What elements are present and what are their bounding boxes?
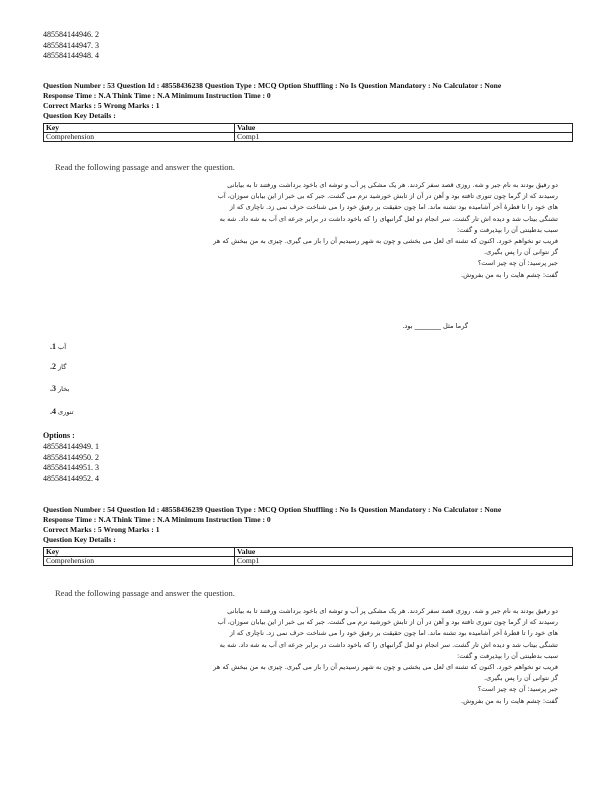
passage-line: های خود را تا قطرهٔ آخر آشامیده بود تشنه ماند. اما چون حقیقت بر رفیق خود را می شناخت حرف نمی زد. ناچاری که از bbox=[229, 629, 558, 638]
marks-line: Correct Marks : 5 Wrong Marks : 1 bbox=[43, 101, 160, 110]
question-meta-line: Question Number : 53 Question Id : 48558436238 Question Type : MCQ Option Shuffling : No Is Question Mandatory : No Calculator : None bbox=[43, 81, 502, 90]
choice-text: تنوری bbox=[58, 408, 74, 416]
key-cell: Comprehension bbox=[44, 133, 235, 142]
choice-text: بخار bbox=[58, 385, 70, 393]
value-header-cell: Value bbox=[235, 548, 573, 557]
passage-line: گز نتوانی آن را پس بگیری. bbox=[484, 248, 558, 257]
option-id-line: 485584144951. 3 bbox=[43, 463, 99, 472]
choice-text: آب bbox=[58, 343, 67, 351]
question-54-key-table bbox=[43, 547, 573, 566]
passage-line: دو رفیق بودند به نام جبر و شه. روزی قصد سفر کردند. هر یک مشکی پر آب و توشه ای باخود برداشت ورفتند تا به بیابانی bbox=[227, 181, 558, 189]
passage-line: گفت: چشم هایت را به من بفروش. bbox=[461, 696, 558, 705]
question-53-stem: گرما مثل ________ بود. bbox=[402, 322, 468, 330]
choice-1[interactable] bbox=[50, 342, 110, 351]
passage-line: دو رفیق بودند به نام جبر و شه. روزی قصد سفر کردند. هر یک مشکی پر آب و توشه ای باخود برداشت ورفتند تا به بیابانی bbox=[227, 607, 558, 615]
choice-text: گاز bbox=[58, 363, 67, 371]
key-header-cell: Key bbox=[44, 548, 235, 557]
passage-line: تشنگی بیتاب شد و دیده اش تار گشت. سر انجام دو لعل گرانبهای را که باخود داشت در برابر جرعه ای آب به شه داد. شه به bbox=[219, 214, 558, 223]
passage-line: سبب بدطینتی آن را بپذیرفت و گفت: bbox=[456, 651, 558, 660]
key-details-title: Question Key Details : bbox=[43, 535, 116, 544]
passage-line: های خود را تا قطرهٔ آخر آشامیده بود تشنه ماند. اما چون حقیقت بر رفیق خود را می شناخت حرف نمی زد. ناچاری که از bbox=[229, 203, 558, 212]
choice-2[interactable] bbox=[50, 362, 110, 371]
passage-line: سبب بدطینتی آن را بپذیرفت و گفت: bbox=[456, 225, 558, 234]
marks-line: Correct Marks : 5 Wrong Marks : 1 bbox=[43, 525, 160, 534]
choice-number: 3. bbox=[50, 384, 56, 393]
passage-line: گز نتوانی آن را پس بگیری. bbox=[484, 674, 558, 683]
choice-number: 2. bbox=[50, 362, 56, 371]
key-details-title: Question Key Details : bbox=[43, 111, 116, 120]
choice-number: 4. bbox=[50, 407, 56, 416]
question-meta-line: Question Number : 54 Question Id : 48558436239 Question Type : MCQ Option Shuffling : No Is Question Mandatory : No Calculator : None bbox=[43, 505, 502, 514]
value-cell: Comp1 bbox=[235, 133, 573, 142]
option-id-line: 485584144952. 4 bbox=[43, 473, 99, 483]
question-53-header bbox=[43, 81, 573, 121]
option-id-line: 485584144948. 4 bbox=[43, 51, 99, 60]
option-id-line: 485584144947. 3 bbox=[43, 40, 99, 50]
question-53-key-table bbox=[43, 123, 573, 142]
question-53-prompt: Read the following passage and answer the question. bbox=[55, 162, 235, 172]
options-title: Options : bbox=[43, 431, 75, 440]
option-id-line: 485584144949. 1 bbox=[43, 442, 99, 451]
question-54-passage bbox=[58, 606, 558, 707]
passage-line: گفت: چشم هایت را به من بفروش. bbox=[461, 270, 558, 279]
passage-line: رسیدند که از گرما چون تنوری تافته بود و آهن در آن از تابش خورشید نرم می گشت. جبر که بی خبر از این بیابان سوزان، آب bbox=[217, 618, 558, 627]
key-header-cell: Key bbox=[44, 124, 235, 133]
key-table-header-row bbox=[44, 548, 573, 557]
option-id-line: 485584144950. 2 bbox=[43, 452, 99, 462]
passage-line: فریب تو نخواهم خورد. اکنون که تشنه ای لعل می بخشی و چون به شهر رسیدیم آن را باز می گیری. چیزی به من ببخش که هر bbox=[213, 237, 558, 246]
response-time-line: Response Time : N.A Think Time : N.A Minimum Instruction Time : 0 bbox=[43, 91, 271, 100]
passage-line: فریب تو نخواهم خورد. اکنون که تشنه ای لعل می بخشی و چون به شهر رسیدیم آن را باز می گیری. چیزی به من ببخش که هر bbox=[213, 663, 558, 672]
option-id-line: 485584144946. 2 bbox=[43, 30, 99, 39]
question-54-prompt: Read the following passage and answer the question. bbox=[55, 588, 235, 598]
key-table-header-row bbox=[44, 124, 573, 133]
choice-number: 1. bbox=[50, 342, 56, 351]
passage-line: جبر پرسید: آن چه چیز است؟ bbox=[477, 259, 558, 268]
question-53-option-ids bbox=[43, 442, 99, 484]
key-table-row bbox=[44, 557, 573, 566]
passage-line: تشنگی بیتاب شد و دیده اش تار گشت. سر انجام دو لعل گرانبهای را که باخود داشت در برابر جرعه ای آب به شه داد. شه به bbox=[219, 640, 558, 649]
passage-line: جبر پرسید: آن چه چیز است؟ bbox=[477, 685, 558, 694]
choice-4[interactable] bbox=[50, 407, 110, 416]
value-cell: Comp1 bbox=[235, 557, 573, 566]
key-cell: Comprehension bbox=[44, 557, 235, 566]
previous-option-ids bbox=[43, 30, 99, 62]
question-53-passage bbox=[58, 180, 558, 281]
choice-3[interactable] bbox=[50, 384, 110, 393]
passage-line: رسیدند که از گرما چون تنوری تافته بود و آهن در آن از تابش خورشید نرم می گشت. جبر که بی خبر از این بیابان سوزان، آب bbox=[217, 192, 558, 201]
key-table-row bbox=[44, 133, 573, 142]
response-time-line: Response Time : N.A Think Time : N.A Minimum Instruction Time : 0 bbox=[43, 515, 271, 524]
question-54-header bbox=[43, 505, 573, 545]
value-header-cell: Value bbox=[235, 124, 573, 133]
